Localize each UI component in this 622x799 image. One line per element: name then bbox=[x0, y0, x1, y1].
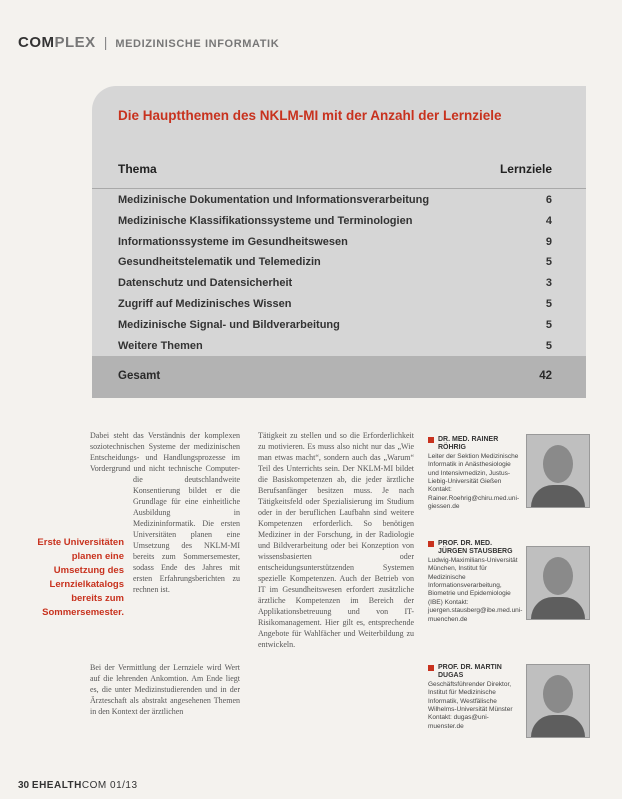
author-name-text: PROF. DR. MED. JÜRGEN STAUSBERG bbox=[438, 540, 513, 556]
red-square-icon bbox=[428, 665, 434, 671]
author-bio-roehrig bbox=[428, 436, 520, 512]
portrait-head bbox=[543, 557, 573, 595]
author-photo-roehrig bbox=[526, 434, 590, 508]
row-count: 5 bbox=[545, 297, 552, 310]
portrait-shoulders bbox=[531, 597, 585, 619]
table-row bbox=[92, 272, 586, 293]
table-row bbox=[92, 251, 586, 272]
table-row bbox=[92, 293, 586, 314]
magazine-brand bbox=[18, 34, 96, 51]
row-count: 5 bbox=[545, 339, 552, 352]
row-count: 4 bbox=[545, 214, 552, 227]
author-name bbox=[428, 540, 520, 557]
row-topic: Datenschutz und Datensicherheit bbox=[118, 277, 293, 290]
row-topic: Zugriff auf Medizinisches Wissen bbox=[118, 297, 292, 310]
row-topic: Medizinische Dokumentation und Informationsverarbeitung bbox=[118, 194, 430, 206]
column-header-lernziele: Lernziele bbox=[499, 162, 552, 176]
body-text-col1-top: Dabei steht das Verständnis der komplexen soziotechnischen Systeme der medizinischen Entscheidungs- und Handlungsprozesse im Vordergrund und nicht technische Computer- bbox=[90, 431, 240, 473]
row-topic: Informationssysteme im Gesundheitswesen bbox=[118, 235, 348, 248]
author-name-text: PROF. DR. MARTIN DUGAS bbox=[438, 664, 502, 680]
page-header bbox=[18, 34, 279, 51]
page-number: 30 bbox=[18, 780, 30, 791]
page-footer bbox=[18, 780, 138, 791]
table-row bbox=[92, 210, 586, 231]
magazine-name bbox=[32, 780, 138, 791]
portrait-shoulders bbox=[531, 715, 585, 737]
column-header-thema: Thema bbox=[118, 162, 157, 176]
table-row bbox=[92, 231, 586, 252]
author-photo-dugas bbox=[526, 664, 590, 738]
row-count: 9 bbox=[545, 235, 552, 248]
pull-quote: Erste Universitäten planen eine Umsetzung des Lernzielkatalogs bereits zum Sommersemester. bbox=[37, 537, 124, 618]
body-text-col2: Tätigkeit zu stellen und so die Erforderlichkeit zu motivieren. Es muss also nicht nur das „Wie man etwas macht“, sondern auch das „Warum“ Teil des Unterrichts sein. Der NKLM-MI bildet die Basiskompetenzen ab, die jeder ärztliche Berufsanfänger besitzen muss. Je nach Tätigkeitsfeld oder Spezialisierung im Studium oder in der beruflichen Laufbahn sind weitere Kompetenzen erforderlich. So benötigen Mediziner in der Forschung, in der Radiologie und Bildverarbeitung oder bei Konzeption von wissensbasierten oder entscheidungsunterstützenden Systemen spezielle Kompetenzen. Auch der Betrieb von IT im Gesundheitswesen erfordert zusätzliche ärztliche Kompetenzen im Bereich der Applikationsbetreuung und von IT-Risikomanagement. Hier gilt es, entsprechende Angebote für Wahlfächer und Weiterbildung zu entwickeln. bbox=[258, 431, 414, 649]
red-square-icon bbox=[428, 541, 434, 547]
row-count: 6 bbox=[545, 194, 552, 206]
brand-part-com: COM bbox=[18, 34, 55, 51]
total-label: Gesamt bbox=[118, 370, 161, 382]
portrait-shoulders bbox=[531, 485, 585, 507]
author-name-text: DR. MED. RAINER RÖHRIG bbox=[438, 436, 499, 452]
body-text-col1-bottom: Bei der Vermittlung der Lernziele wird Wert auf die lehrenden Ankomtion. Am Ende liegt es, die unter Medizinstudierenden und in der Ärzteschaft als abstrakt angesehenen Themen in den Kontext der ärztlichen bbox=[90, 663, 240, 716]
body-text-col1-indent: die deutschlandweite Konsentierung bildet er die Grundlage für eine einheitliche Ausbildung in Medizininformatik. Die ersten Universitäten planen eine Umsetzung des NKLM-MI bereits zum Sommersemester, sodass Ende des Jahres mit ersten Erfahrungsberichten zu rechnen ist. bbox=[133, 475, 240, 594]
row-topic: Gesundheitstelematik und Telemedizin bbox=[118, 256, 321, 269]
magazine-name-part1: EHEALTH bbox=[31, 780, 82, 791]
issue-number: 01/13 bbox=[110, 780, 138, 791]
row-topic: Medizinische Signal- und Bildverarbeitung bbox=[118, 318, 340, 331]
author-bio-stausberg bbox=[428, 540, 523, 624]
total-value: 42 bbox=[539, 370, 552, 382]
author-name bbox=[428, 664, 520, 681]
table-row bbox=[92, 335, 586, 356]
brand-part-plex: PLEX bbox=[54, 34, 96, 51]
row-count: 5 bbox=[545, 318, 552, 331]
author-bio-dugas bbox=[428, 664, 520, 731]
portrait-head bbox=[543, 445, 573, 483]
table-title: Die Hauptthemen des NKLM-MI mit der Anzahl der Lernziele bbox=[118, 108, 502, 123]
section-label: MEDIZINISCHE INFORMATIK bbox=[115, 38, 280, 50]
row-topic: Weitere Themen bbox=[118, 339, 203, 352]
table-row bbox=[92, 189, 586, 210]
row-count: 3 bbox=[545, 277, 552, 290]
topics-table-box bbox=[92, 86, 586, 398]
table-rows bbox=[92, 188, 586, 355]
portrait-head bbox=[543, 675, 573, 713]
header-separator: | bbox=[103, 34, 108, 50]
author-description: Geschäftsführender Direktor, Institut für Medizinische Informatik, Westfälische Wilhelms-Universität Münster Kontakt: dugas@uni-muenster.de bbox=[428, 680, 513, 730]
table-row bbox=[92, 314, 586, 335]
row-count: 5 bbox=[545, 256, 552, 269]
row-topic: Medizinische Klassifikationssysteme und Terminologien bbox=[118, 214, 413, 227]
author-description: Ludwig-Maximilians-Universität München, Institut für Medizinische Informationsverarbeitung, Biometrie und Epidemiologie (IBE) Kontakt: juergen.stausberg@ibe.med.uni-muenchen.de bbox=[428, 556, 523, 623]
author-description: Leiter der Sektion Medizinische Informatik in Anästhesiologie und Intensivmedizin, Justus-Liebig-Universität Gießen Kontakt: Rainer.Roehrig@chiru.med.uni-giessen.de bbox=[428, 452, 520, 511]
magazine-name-part2: COM bbox=[81, 780, 107, 791]
author-name bbox=[428, 436, 520, 453]
author-photo-stausberg bbox=[526, 546, 590, 620]
table-total-row bbox=[92, 356, 586, 398]
red-square-icon bbox=[428, 437, 434, 443]
